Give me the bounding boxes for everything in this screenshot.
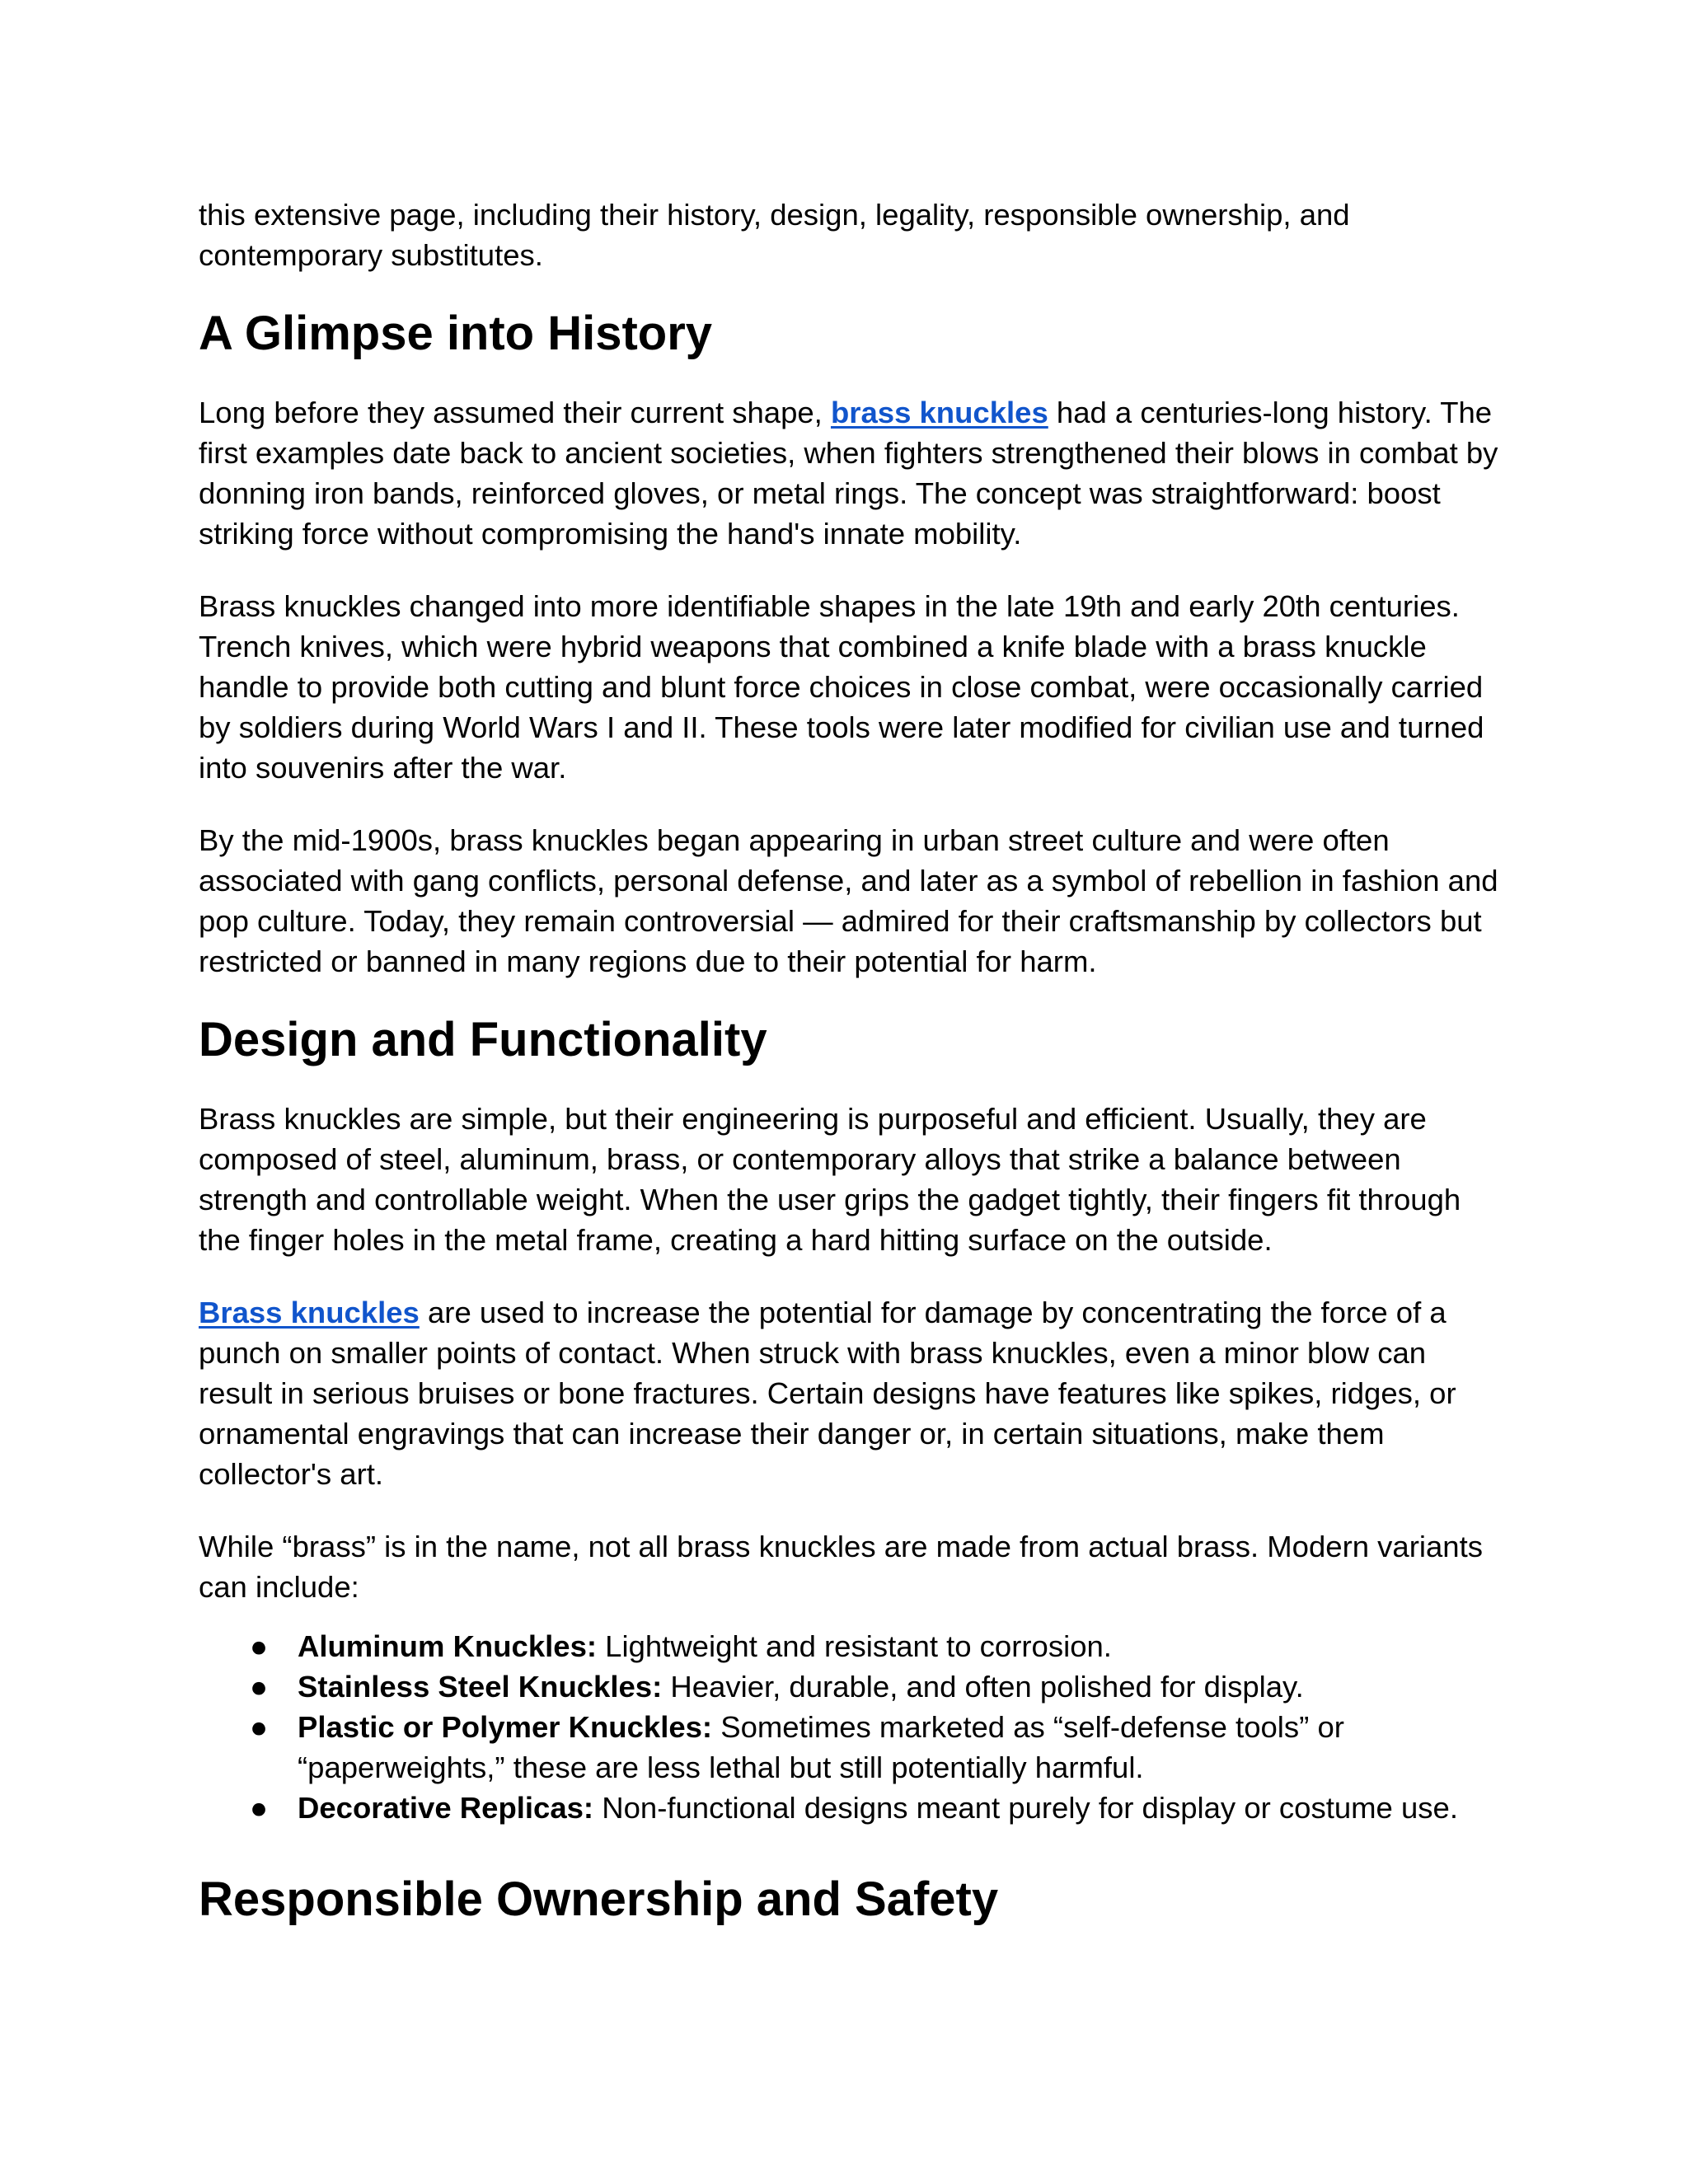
variant-desc: Sometimes marketed as “self-defense tools” or “paperweights,” these are less lethal but still potentially harmful. — [298, 1710, 1344, 1784]
bullet-icon: ● — [250, 1710, 269, 1744]
list-item — [199, 1666, 1501, 1707]
variant-desc: Lightweight and resistant to corrosion. — [597, 1629, 1112, 1663]
design-paragraph-2 — [199, 1292, 1501, 1494]
document-page — [199, 194, 1501, 1929]
design-paragraph-1: Brass knuckles are simple, but their engineering is purposeful and efficient. Usually, they are composed of steel, aluminum, brass, or contemporary alloys that strike a balance between strength and controllable weight. When the user grips the gadget tightly, their fingers fit through the finger holes in the metal frame, creating a hard hitting surface on the outside. — [199, 1102, 1461, 1257]
intro-paragraph: this extensive page, including their history, design, legality, responsible ownership, and contemporary substitutes. — [199, 198, 1350, 272]
list-item — [199, 1707, 1501, 1788]
history-heading: A Glimpse into History — [199, 307, 713, 360]
variant-desc: Non-functional designs meant purely for display or costume use. — [593, 1791, 1458, 1825]
variant-term: Decorative Replicas: — [298, 1791, 594, 1825]
bullet-icon: ● — [250, 1791, 269, 1825]
design-heading: Design and Functionality — [199, 1013, 767, 1066]
history-p1-text-after: had a centuries-long history. The first examples date back to ancient societies, when fighters strengthened their blows in combat by donning iron bands, reinforced gloves, or metal rings. The concept was straightforward: boost striking force without compromising the hand's innate mobility. — [199, 396, 1498, 551]
list-item — [199, 1626, 1501, 1666]
history-p1-text-before: Long before they assumed their current shape, — [199, 396, 831, 429]
history-paragraph-2: Brass knuckles changed into more identifiable shapes in the late 19th and early 20th centuries. Trench knives, which were hybrid weapons that combined a knife blade with a brass knuckle handle to provide both cutting and blunt force choices in close combat, were occasionally carried by soldiers during World Wars I and II. These tools were later modified for civilian use and turned into souvenirs after the war. — [199, 589, 1484, 785]
bullet-icon: ● — [250, 1670, 269, 1704]
bullet-icon: ● — [250, 1629, 269, 1663]
design-p2-text-after: are used to increase the potential for damage by concentrating the force of a punch on smaller points of contact. When struck with brass knuckles, even a minor blow can result in serious bruises or bone fractures. Certain designs have features like spikes, ridges, or ornamental engravings that can increase their danger or, in certain situations, make them collector's art. — [199, 1296, 1456, 1491]
history-paragraph-3: By the mid-1900s, brass knuckles began appearing in urban street culture and were often associated with gang conflicts, personal defense, and later as a symbol of rebellion in fashion and pop culture. Today, they remain controversial — admired for their craftsmanship by collectors but restricted or banned in many regions due to their potential for harm. — [199, 823, 1498, 978]
design-paragraph-3: While “brass” is in the name, not all brass knuckles are made from actual brass. Modern variants can include: — [199, 1530, 1483, 1604]
history-paragraph-1 — [199, 392, 1501, 554]
variants-list — [199, 1626, 1501, 1828]
list-item — [199, 1788, 1501, 1828]
variant-term: Stainless Steel Knuckles: — [298, 1670, 663, 1704]
variant-term: Aluminum Knuckles: — [298, 1629, 598, 1663]
variant-desc: Heavier, durable, and often polished for display. — [662, 1670, 1304, 1704]
brass-knuckles-link-1[interactable]: brass knuckles — [830, 396, 1048, 429]
ownership-heading: Responsible Ownership and Safety — [199, 1872, 999, 1926]
variant-term: Plastic or Polymer Knuckles: — [298, 1710, 713, 1744]
brass-knuckles-link-2[interactable]: Brass knuckles — [199, 1296, 420, 1329]
